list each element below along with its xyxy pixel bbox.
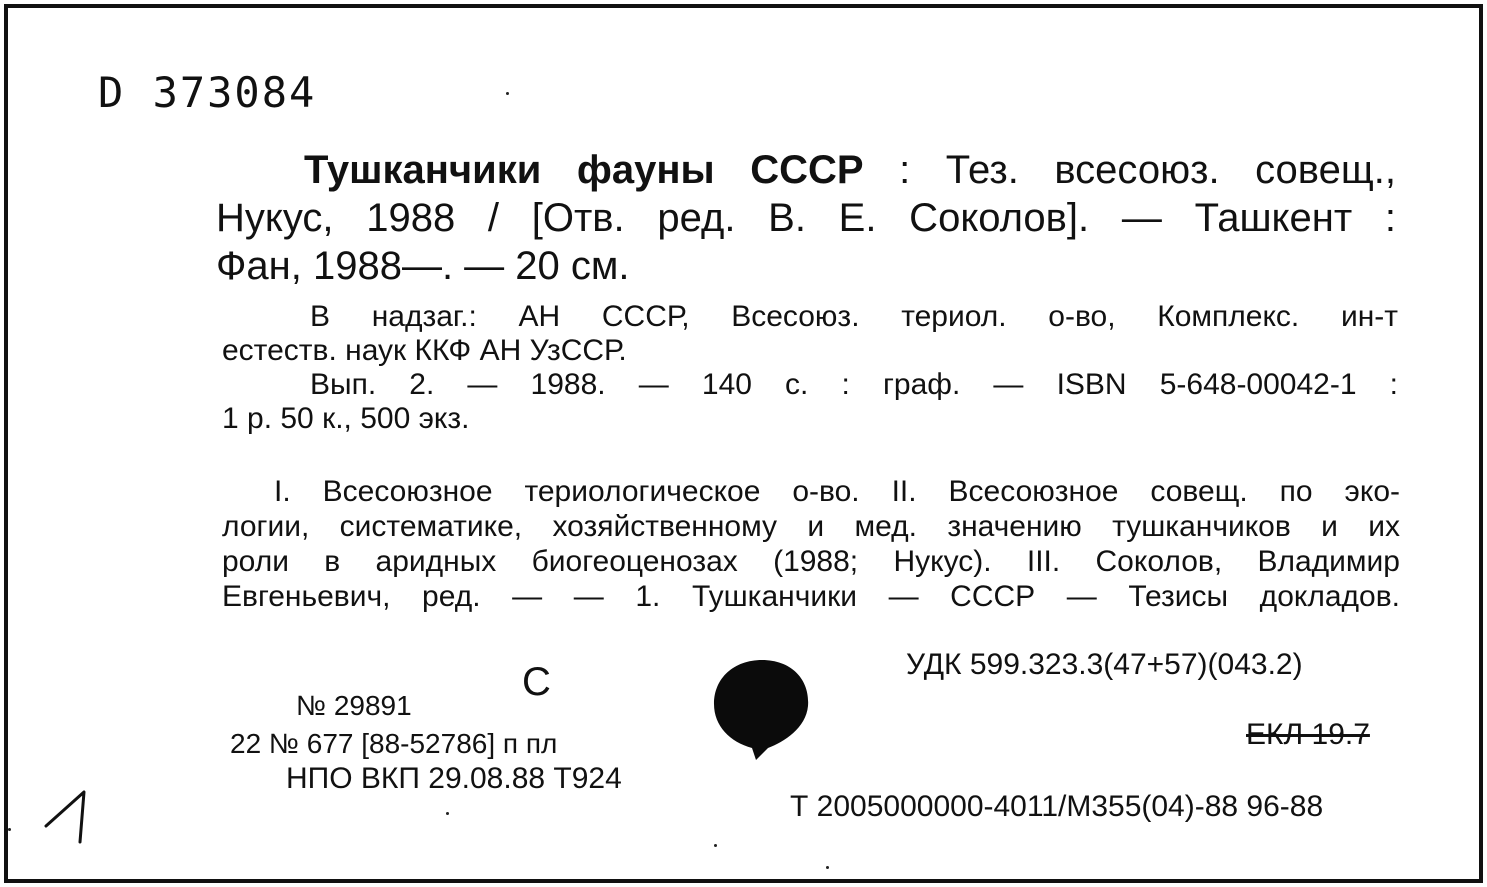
notes-block (222, 300, 1398, 436)
classification-letter: С (522, 660, 551, 704)
tracing-line-4: Евгеньевич, ред. — — 1. Тушканчики — СССР — Тезисы докладов. (222, 580, 1400, 613)
tracing-line-1: I. Всесоюзное териологическое о-во. II. Всесоюзное совещ. по эко- (274, 475, 1400, 508)
speck (506, 92, 509, 95)
speck (714, 844, 717, 847)
title-bold: Тушканчики фауны СССР (304, 148, 864, 192)
handwritten-mark-icon (40, 786, 100, 846)
note-line-2: естеств. наук ККФ АН УзССР. (222, 334, 627, 367)
print-info: 22 № 677 [88-52786] п пл (230, 728, 558, 759)
note-line-3: Вып. 2. — 1988. — 140 с. : граф. — ISBN 5-648-00042-1 : (310, 368, 1398, 401)
stamp-seal-icon (712, 656, 812, 766)
udk-code: УДК 599.323.3(47+57)(043.2) (906, 648, 1303, 681)
speck (826, 866, 829, 869)
title-line-2: Нукус, 1988 / [Отв. ред. В. Е. Соколов]. — Ташкент : (216, 196, 1396, 240)
tracing-line-2: логии, систематике, хозяйственному и мед. значению тушканчиков и их (222, 510, 1400, 543)
index-line: Т 2005000000-4011/М355(04)-88 96-88 (790, 790, 1324, 823)
title-line-3: Фан, 1988—. — 20 см. (216, 244, 630, 288)
tracings-block (222, 474, 1400, 614)
title-block (216, 146, 1396, 290)
speck (8, 828, 11, 831)
title-line-1-rest: : Тез. всесоюз. совещ., (863, 148, 1396, 192)
speck (446, 812, 449, 815)
note-line-1: В надзаг.: АН СССР, Всесоюз. териол. о-во, Комплекс. ин-т (310, 300, 1398, 333)
npo-line: НПО ВКП 29.08.88 Т924 (286, 762, 622, 795)
title-line-1 (216, 146, 1396, 194)
note-line-4: 1 р. 50 к., 500 экз. (222, 402, 470, 435)
call-number: D 373084 (98, 68, 317, 117)
order-number: № 29891 (296, 690, 412, 721)
ekl-code: ЕКЛ 19.7 (1246, 718, 1370, 751)
tracing-line-3: роли в аридных биогеоценозах (1988; Нукус). III. Соколов, Владимир (222, 545, 1400, 578)
